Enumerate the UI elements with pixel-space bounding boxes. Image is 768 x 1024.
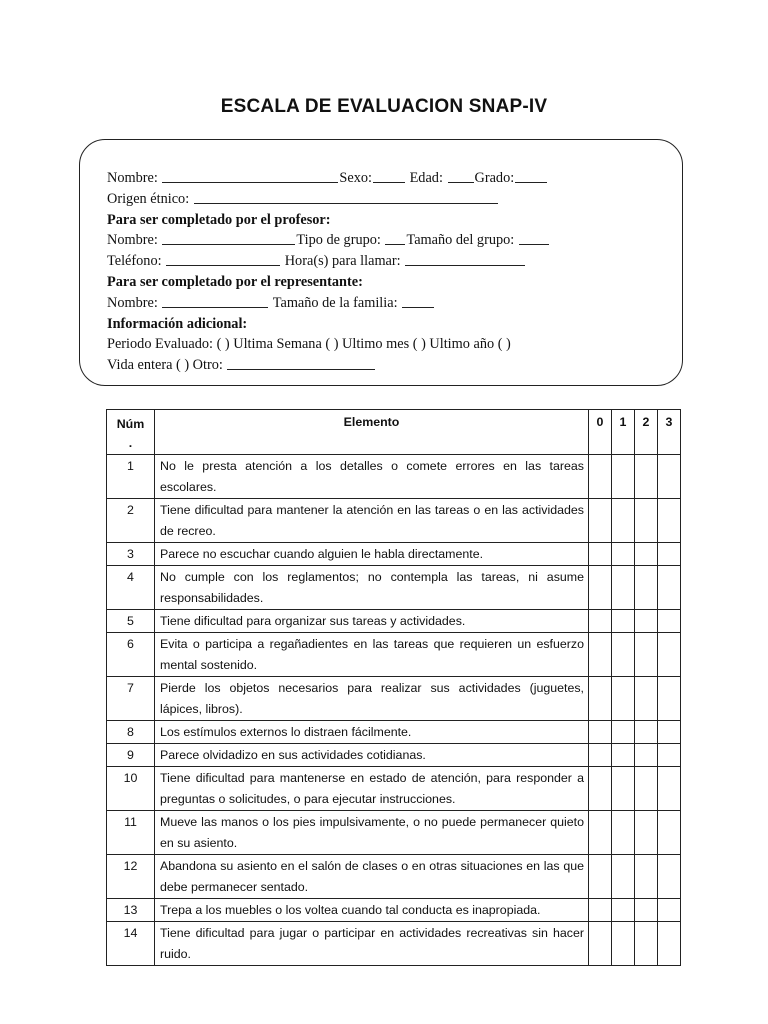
score-cell-1[interactable]	[612, 811, 635, 855]
row-element-text: Pierde los objetos necesarios para realizar sus actividades (juguetes, lápices, libros).	[155, 677, 589, 721]
score-cell-1[interactable]	[612, 922, 635, 966]
score-cell-0[interactable]	[589, 811, 612, 855]
score-cell-0[interactable]	[589, 633, 612, 677]
row-number: 2	[107, 499, 155, 543]
table-row	[107, 811, 681, 855]
row-element-text: Parece no escuchar cuando alguien le habla directamente.	[155, 543, 589, 566]
score-cell-0[interactable]	[589, 499, 612, 543]
header-score-1: 1	[612, 410, 635, 455]
sexo-field[interactable]	[373, 169, 405, 183]
table-row	[107, 677, 681, 721]
table-row	[107, 744, 681, 767]
row-number: 10	[107, 767, 155, 811]
score-cell-0[interactable]	[589, 899, 612, 922]
info-fields	[107, 168, 677, 376]
score-cell-1[interactable]	[612, 677, 635, 721]
nombre-field[interactable]	[162, 169, 338, 183]
telefono-field[interactable]	[166, 252, 280, 266]
section-representante: Para ser completado por el representante:	[107, 273, 363, 290]
score-cell-2[interactable]	[635, 610, 658, 633]
label-nombre-representante: Nombre:	[107, 294, 158, 311]
label-telefono: Teléfono:	[107, 253, 162, 270]
row-number: 14	[107, 922, 155, 966]
score-cell-0[interactable]	[589, 455, 612, 499]
score-cell-1[interactable]	[612, 455, 635, 499]
row-element-text: Mueve las manos o los pies impulsivamente, o no puede permanecer quieto en su asiento.	[155, 811, 589, 855]
tamano-grupo-field[interactable]	[519, 231, 549, 245]
score-cell-3[interactable]	[658, 610, 681, 633]
score-cell-1[interactable]	[612, 610, 635, 633]
row-number: 12	[107, 855, 155, 899]
label-nombre: Nombre:	[107, 170, 158, 186]
row-number: 8	[107, 721, 155, 744]
score-cell-3[interactable]	[658, 899, 681, 922]
section-adicional: Información adicional:	[107, 315, 248, 332]
score-cell-1[interactable]	[612, 543, 635, 566]
header-num-text: Núm	[116, 417, 145, 431]
score-cell-3[interactable]	[658, 633, 681, 677]
score-cell-2[interactable]	[635, 499, 658, 543]
score-cell-2[interactable]	[635, 633, 658, 677]
row-element-text: No cumple con los reglamentos; no contempla las tareas, ni asume responsabilidades.	[155, 566, 589, 610]
score-cell-0[interactable]	[589, 543, 612, 566]
edad-field[interactable]	[448, 169, 474, 183]
info-line-student	[107, 168, 677, 189]
row-number: 7	[107, 677, 155, 721]
table-row	[107, 633, 681, 677]
origen-field[interactable]	[194, 190, 498, 204]
score-cell-2[interactable]	[635, 811, 658, 855]
row-element-text: Evita o participa a regañadientes en las tareas que requieren un esfuerzo mental sostenido.	[155, 633, 589, 677]
row-number: 1	[107, 455, 155, 499]
row-number: 5	[107, 610, 155, 633]
table-row	[107, 455, 681, 499]
score-cell-2[interactable]	[635, 677, 658, 721]
table-row	[107, 499, 681, 543]
score-cell-1[interactable]	[612, 633, 635, 677]
info-line-vida	[107, 355, 677, 376]
row-element-text: Parece olvidadizo en sus actividades cotidianas.	[155, 744, 589, 767]
table-row	[107, 721, 681, 744]
score-cell-0[interactable]	[589, 922, 612, 966]
row-number: 13	[107, 899, 155, 922]
row-element-text: Tiene dificultad para organizar sus tareas y actividades.	[155, 610, 589, 633]
score-cell-1[interactable]	[612, 744, 635, 767]
score-cell-1[interactable]	[612, 566, 635, 610]
score-cell-3[interactable]	[658, 455, 681, 499]
page-title: ESCALA DE EVALUACION SNAP-IV	[220, 96, 548, 117]
score-cell-2[interactable]	[635, 455, 658, 499]
label-familia: Tamaño de la familia:	[272, 294, 398, 311]
horas-field[interactable]	[405, 252, 525, 266]
familia-field[interactable]	[402, 294, 434, 308]
score-cell-1[interactable]	[612, 899, 635, 922]
score-cell-1[interactable]	[612, 499, 635, 543]
header-elemento: Elemento	[155, 410, 589, 455]
score-cell-3[interactable]	[658, 499, 681, 543]
row-number: 3	[107, 543, 155, 566]
row-element-text: Tiene dificultad para mantener la atención en las tareas o en las actividades de recreo.	[155, 499, 589, 543]
table-row	[107, 922, 681, 966]
header-score-2: 2	[635, 410, 658, 455]
nombre-profesor-field[interactable]	[162, 231, 295, 245]
label-tamano-grupo: Tamaño del grupo:	[406, 232, 515, 249]
row-number: 6	[107, 633, 155, 677]
section-profesor: Para ser completado por el profesor:	[107, 211, 331, 228]
score-cell-3[interactable]	[658, 543, 681, 566]
score-cell-0[interactable]	[589, 855, 612, 899]
row-element-text: Los estímulos externos lo distraen fácilmente.	[155, 721, 589, 744]
row-number: 4	[107, 566, 155, 610]
grado-field[interactable]	[515, 169, 547, 183]
table-row	[107, 899, 681, 922]
score-cell-2[interactable]	[635, 744, 658, 767]
score-cell-0[interactable]	[589, 767, 612, 811]
score-cell-2[interactable]	[635, 721, 658, 744]
header-score-3: 3	[658, 410, 681, 455]
info-line-phone	[107, 251, 677, 272]
table-row	[107, 543, 681, 566]
snap-iv-table	[106, 409, 681, 966]
score-cell-3[interactable]	[658, 811, 681, 855]
row-element-text: Trepa a los muebles o los voltea cuando tal conducta es inapropiada.	[155, 899, 589, 922]
score-cell-2[interactable]	[635, 855, 658, 899]
table-row	[107, 610, 681, 633]
table-row	[107, 855, 681, 899]
row-element-text: Abandona su asiento en el salón de clases o en otras situaciones en las que debe permanecer sentado.	[155, 855, 589, 899]
score-cell-0[interactable]	[589, 721, 612, 744]
score-cell-1[interactable]	[612, 721, 635, 744]
row-element-text: Tiene dificultad para mantenerse en estado de atención, para responder a preguntas o solicitudes, o para ejecutar instrucciones.	[155, 767, 589, 811]
score-cell-2[interactable]	[635, 543, 658, 566]
table-row	[107, 566, 681, 610]
row-element-text: Tiene dificultad para jugar o participar en actividades recreativas sin hacer ruido.	[155, 922, 589, 966]
header-num-dot: .	[128, 436, 133, 450]
info-line-guardian	[107, 293, 677, 314]
label-grado: Grado:	[474, 170, 515, 186]
label-nombre-profesor: Nombre:	[107, 232, 158, 249]
table-row	[107, 767, 681, 811]
tipo-grupo-field[interactable]	[385, 231, 405, 245]
score-cell-3[interactable]	[658, 566, 681, 610]
score-cell-3[interactable]	[658, 677, 681, 721]
score-cell-0[interactable]	[589, 744, 612, 767]
row-number: 11	[107, 811, 155, 855]
score-cell-3[interactable]	[658, 721, 681, 744]
score-cell-2[interactable]	[635, 566, 658, 610]
score-cell-1[interactable]	[612, 855, 635, 899]
score-cell-0[interactable]	[589, 610, 612, 633]
row-element-text: No le presta atención a los detalles o comete errores en las tareas escolares.	[155, 455, 589, 499]
nombre-representante-field[interactable]	[162, 294, 268, 308]
label-edad: Edad:	[409, 170, 443, 186]
header-score-0: 0	[589, 410, 612, 455]
score-cell-3[interactable]	[658, 767, 681, 811]
label-horas: Hora(s) para llamar:	[284, 253, 401, 270]
otro-field[interactable]	[227, 356, 375, 370]
label-origen: Origen étnico:	[107, 190, 190, 207]
info-line-teacher	[107, 230, 677, 251]
score-cell-2[interactable]	[635, 922, 658, 966]
score-cell-3[interactable]	[658, 855, 681, 899]
score-cell-1[interactable]	[612, 767, 635, 811]
table-header-row	[107, 410, 681, 455]
score-cell-3[interactable]	[658, 744, 681, 767]
score-cell-2[interactable]	[635, 767, 658, 811]
score-cell-0[interactable]	[589, 677, 612, 721]
label-tipo-grupo: Tipo de grupo:	[296, 232, 381, 249]
score-cell-2[interactable]	[635, 899, 658, 922]
info-line-origin	[107, 189, 677, 210]
label-vida-otro: Vida entera ( ) Otro:	[107, 357, 223, 374]
header-num	[107, 410, 155, 455]
score-cell-0[interactable]	[589, 566, 612, 610]
label-sexo: Sexo:	[339, 170, 372, 186]
info-line-periodo: Periodo Evaluado: ( ) Ultima Semana ( ) Ultimo mes ( ) Ultimo año ( )	[107, 336, 511, 353]
score-cell-3[interactable]	[658, 922, 681, 966]
row-number: 9	[107, 744, 155, 767]
